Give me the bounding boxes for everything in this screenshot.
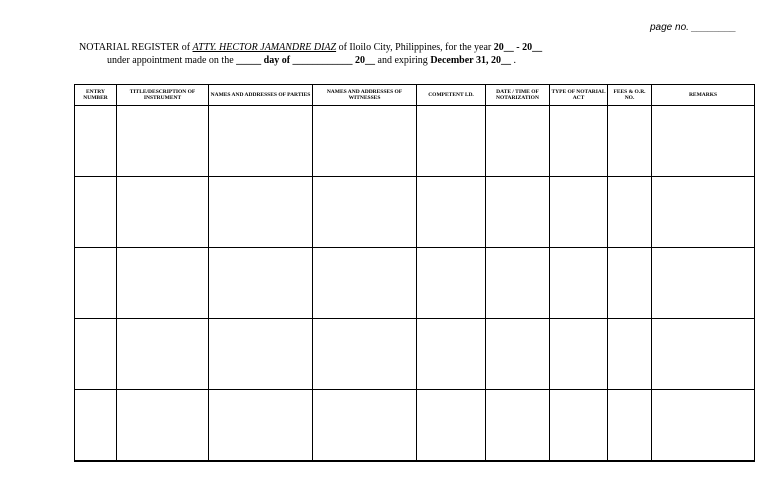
column-header-parties: NAMES AND ADDRESSES OF PARTIES <box>209 85 313 106</box>
table-cell <box>608 106 652 177</box>
table-cell <box>75 390 117 462</box>
column-header-notarial-act: TYPE OF NOTARIAL ACT <box>550 85 608 106</box>
column-header-competent-id: COMPETENT I.D. <box>417 85 486 106</box>
column-header-witnesses: NAMES AND ADDRESSES OF WITNESSES <box>313 85 417 106</box>
table-cell <box>209 177 313 248</box>
table-cell <box>209 319 313 390</box>
table-cell <box>209 390 313 462</box>
table-cell <box>652 319 755 390</box>
column-header-fees: FEES & O.R. NO. <box>608 85 652 106</box>
day-label: day of <box>261 55 291 66</box>
table-cell <box>652 177 755 248</box>
table-row <box>75 390 755 462</box>
table-cell <box>550 177 608 248</box>
table-cell <box>117 106 209 177</box>
table-cell <box>75 177 117 248</box>
table-cell <box>75 106 117 177</box>
line-end: . <box>510 55 516 66</box>
register-title-line <box>79 42 542 53</box>
table-row <box>75 177 755 248</box>
table-cell <box>417 319 486 390</box>
table-cell <box>652 106 755 177</box>
table-cell <box>209 106 313 177</box>
notarial-register-table <box>74 84 755 462</box>
table-cell <box>486 319 550 390</box>
table-cell <box>486 248 550 319</box>
table-cell <box>117 319 209 390</box>
table-cell <box>608 390 652 462</box>
table-cell <box>652 248 755 319</box>
table-cell <box>313 319 417 390</box>
table-cell <box>550 390 608 462</box>
table-cell <box>417 106 486 177</box>
appointment-year: 20__ <box>352 55 376 66</box>
table-row <box>75 248 755 319</box>
title-middle: of Iloilo City, Philippines, for the year <box>336 42 494 53</box>
year-range: 20__ - 20__ <box>493 42 543 53</box>
header-row <box>75 85 755 106</box>
table-cell <box>550 248 608 319</box>
table-cell <box>652 390 755 462</box>
table-cell <box>608 319 652 390</box>
appointment-line <box>107 55 516 66</box>
notary-name: ATTY. HECTOR JAMANDRE DIAZ <box>192 42 337 53</box>
expiry-date: December 31, 20__ <box>430 55 511 66</box>
table-cell <box>417 177 486 248</box>
column-header-instrument: TITLE/DESCRIPTION OF INSTRUMENT <box>117 85 209 106</box>
table-cell <box>117 177 209 248</box>
table-cell <box>486 106 550 177</box>
table-cell <box>608 177 652 248</box>
column-header-date-time: DATE / TIME OF NOTARIZATION <box>486 85 550 106</box>
day-blank: _____ <box>236 55 262 66</box>
table-cell <box>486 177 550 248</box>
table-cell <box>313 106 417 177</box>
table-cell <box>117 390 209 462</box>
table-cell <box>313 390 417 462</box>
table-cell <box>313 248 417 319</box>
table-cell <box>313 177 417 248</box>
table-cell <box>486 390 550 462</box>
appointment-prefix: under appointment made on the <box>107 55 237 66</box>
table-cell <box>417 390 486 462</box>
title-prefix: NOTARIAL REGISTER of <box>79 42 193 53</box>
page-number-label: page no. ________ <box>650 22 737 33</box>
column-header-entry-number: ENTRY NUMBER <box>75 85 117 106</box>
table-cell <box>209 248 313 319</box>
table-cell <box>75 319 117 390</box>
table-cell <box>75 248 117 319</box>
table-cell <box>550 106 608 177</box>
table-row <box>75 106 755 177</box>
expiring-text: and expiring <box>375 55 431 66</box>
table-cell <box>117 248 209 319</box>
column-header-remarks: REMARKS <box>652 85 755 106</box>
table-cell <box>550 319 608 390</box>
table-cell <box>417 248 486 319</box>
table-cell <box>608 248 652 319</box>
month-blank: ____________ <box>290 55 353 66</box>
table-row <box>75 319 755 390</box>
